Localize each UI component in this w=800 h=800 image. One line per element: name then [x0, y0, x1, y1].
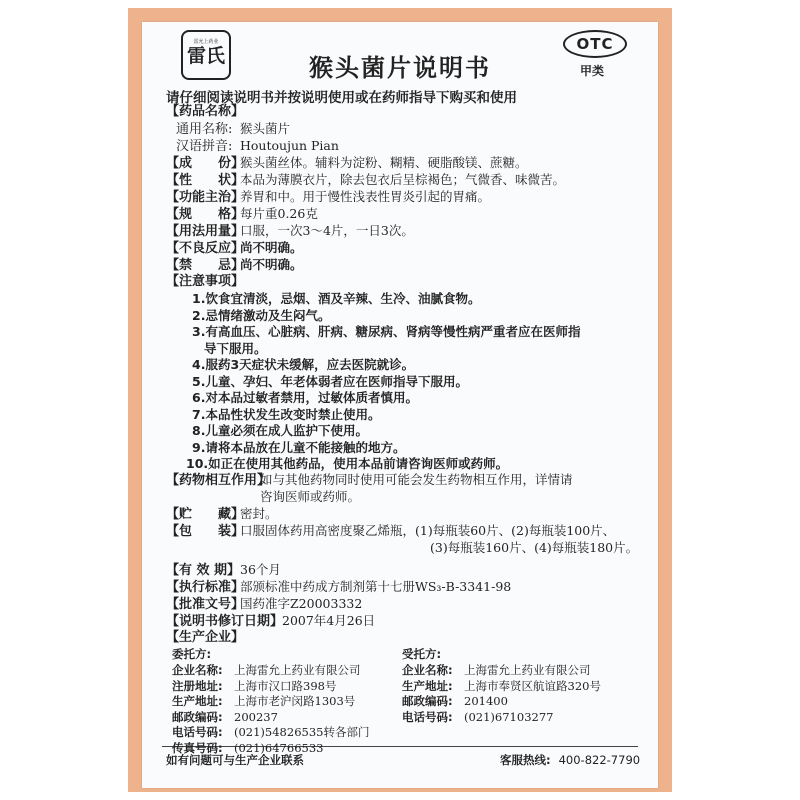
field-storage: 【贮 藏】密封。 [166, 506, 278, 522]
entrusted-row: 电话号码: (021)67103277 [402, 709, 554, 724]
field-ingredients: 【成 份】猴头菌丝体。辅料为淀粉、糊精、硬脂酸镁、蔗糖。 [166, 155, 528, 171]
field-specification: 【规 格】每片重0.26克 [166, 206, 318, 222]
entrusting-row: 生产地址: 上海市老沪闵路1303号 [172, 694, 356, 708]
entrusting-row: 企业名称: 上海雷允上药业有限公司 [172, 663, 361, 677]
precaution-item: 7.本品性状发生改变时禁止使用。 [192, 406, 381, 422]
precaution-item: 3.有高血压、心脏病、肝病、糖尿病、肾病等慢性病严重者应在医师指 [192, 324, 581, 339]
entrusted-row: 邮政编码: 201400 [402, 694, 508, 708]
brand-logo: 雷允上药业 雷氏 [181, 30, 231, 80]
field-approval-number: 【批准文号】国药准字Z20003332 [166, 596, 363, 612]
field-description: 【性 状】本品为薄膜衣片，除去包衣后呈棕褐色；气微香、味微苦。 [166, 172, 566, 188]
manufacturer-header: 【生产企业】 [166, 630, 245, 645]
otc-badge: OTC [563, 30, 627, 58]
field-standard: 【执行标准】部颁标准中药成方制剂第十七册WS₃-B-3341-98 [166, 579, 512, 595]
field-revision-date: 【说明书修订日期】2007年4月26日 [166, 613, 376, 629]
precaution-item: 5.儿童、孕妇、年老体弱者应在医师指导下服用。 [192, 373, 468, 389]
entrusting-row: 传真号码: (021)64766533 [172, 740, 324, 755]
entrusted-row: 生产地址: 上海市奉贤区航谊路320号 [402, 678, 601, 693]
footer-contact-note: 如有问题可与生产企业联系 [166, 753, 304, 767]
precaution-item: 10.如正在使用其他药品，使用本品前请咨询医师或药师。 [186, 456, 509, 471]
precaution-item: 9.请将本品放在儿童不能接触的地方。 [192, 439, 406, 455]
interactions-continued: 咨询医师或药师。 [260, 489, 361, 504]
field-package: 【包 装】口服固体药用高密度聚乙烯瓶，(1)每瓶装60片、(2)每瓶装100片、 [166, 523, 616, 539]
entrusting-row: 电话号码: (021)54826535转各部门 [172, 725, 370, 739]
precaution-item: 8.儿童必须在成人监护下使用。 [192, 423, 368, 438]
precaution-item: 导下服用。 [204, 340, 267, 356]
drug-name-header: 【药品名称】 [166, 104, 245, 119]
customer-hotline: 客服热线: 400-822-7790 [500, 753, 641, 767]
field-indications: 【功能主治】养胃和中。用于慢性浅表性胃炎引起的胃痛。 [166, 189, 491, 205]
precautions-header: 【注意事项】 [166, 274, 245, 289]
field-adverse-reactions: 【不良反应】尚不明确。 [166, 240, 303, 256]
precaution-item: 4.服药3天症状未缓解，应去医院就诊。 [192, 357, 415, 372]
entrusting-row: 注册地址: 上海市汉口路398号 [172, 678, 337, 693]
field-expiry: 【有 效 期】36个月 [166, 562, 281, 578]
entrusting-row: 邮政编码: 200237 [172, 709, 278, 724]
precaution-item: 6.对本品过敏者禁用，过敏体质者慎用。 [192, 390, 418, 405]
precaution-item: 1.饮食宜清淡，忌烟、酒及辛辣、生冷、油腻食物。 [192, 291, 481, 306]
generic-name-row: 通用名称: 猴头菌片 [176, 121, 291, 137]
entrusted-party-title: 受托方: [402, 647, 442, 661]
field-contraindications: 【禁 忌】尚不明确。 [166, 257, 303, 273]
page-title: 猴头菌片说明书 [309, 54, 491, 82]
field-dosage: 【用法用量】口服，一次3～4片，一日3次。 [166, 223, 414, 239]
usage-warning: 请仔细阅读说明书并按说明使用或在药师指导下购买和使用 [166, 90, 517, 106]
pinyin-row: 汉语拼音: Houtoujun Pian [176, 138, 339, 154]
package-continued: (3)每瓶装160片、(4)每瓶装180片。 [430, 540, 639, 555]
entrusting-party-title: 委托方: [172, 647, 212, 661]
otc-category: 甲类 [580, 64, 605, 78]
precaution-item: 2.忌情绪激动及生闷气。 [192, 307, 331, 323]
field-interactions: 【药物相互作用】如与其他药物同时使用可能会发生药物相互作用，详情请 [166, 472, 573, 488]
entrusted-row: 企业名称: 上海雷允上药业有限公司 [402, 663, 591, 677]
